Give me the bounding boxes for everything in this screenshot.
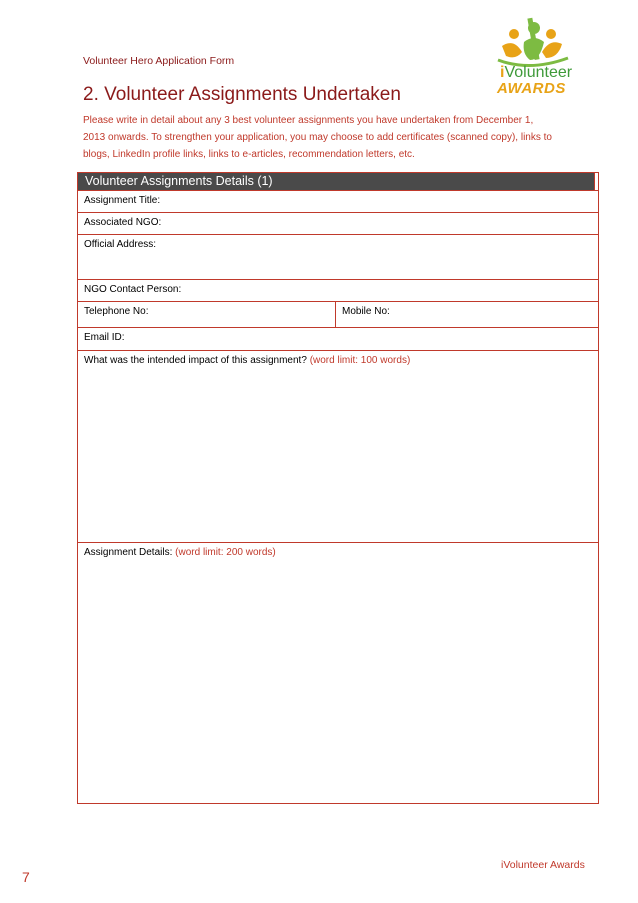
section-title: 2. Volunteer Assignments Undertaken	[83, 84, 401, 105]
associated-ngo-field[interactable]	[78, 212, 598, 234]
ngo-contact-label: NGO Contact Person:	[84, 284, 182, 295]
official-address-field[interactable]	[78, 234, 598, 279]
page-number: 7	[22, 869, 30, 885]
assignment-form	[77, 172, 599, 804]
form-header: Volunteer Assignments Details (1)	[78, 173, 598, 190]
impact-field[interactable]	[78, 350, 598, 542]
form-name: Volunteer Hero Application Form	[83, 55, 235, 67]
footer-brand: iVolunteer Awards	[501, 859, 585, 871]
impact-word-limit: (word limit: 100 words)	[309, 355, 411, 366]
details-label: Assignment Details:	[84, 547, 173, 558]
assignment-title-field[interactable]	[78, 190, 598, 212]
logo-text-awards: AWARDS	[497, 80, 566, 97]
details-field[interactable]	[78, 542, 598, 804]
logo-text-volunteer: iVolunteer	[500, 64, 573, 81]
details-word-limit: (word limit: 200 words)	[175, 547, 276, 558]
email-label: Email ID:	[84, 332, 125, 343]
phone-row	[78, 301, 598, 327]
mobile-label: Mobile No:	[342, 306, 390, 317]
email-field[interactable]	[78, 327, 598, 350]
ngo-contact-field[interactable]	[78, 279, 598, 301]
assignment-title-label: Assignment Title:	[84, 195, 161, 206]
official-address-label: Official Address:	[84, 239, 157, 250]
impact-question: What was the intended impact of this assignment?	[84, 355, 307, 366]
mobile-field[interactable]	[335, 302, 390, 327]
telephone-label[interactable]: Telephone No:	[84, 306, 149, 317]
form-header-end	[594, 173, 598, 190]
section-intro: Please write in detail about any 3 best volunteer assignments you have undertaken from December 1, 2013 onwards. To strengthen your application, you may choose to add certificates (scanned copy), links to blogs, LinkedIn profile links, links to e-articles, recommendation letters, etc.	[83, 115, 552, 160]
associated-ngo-label: Associated NGO:	[84, 217, 162, 228]
